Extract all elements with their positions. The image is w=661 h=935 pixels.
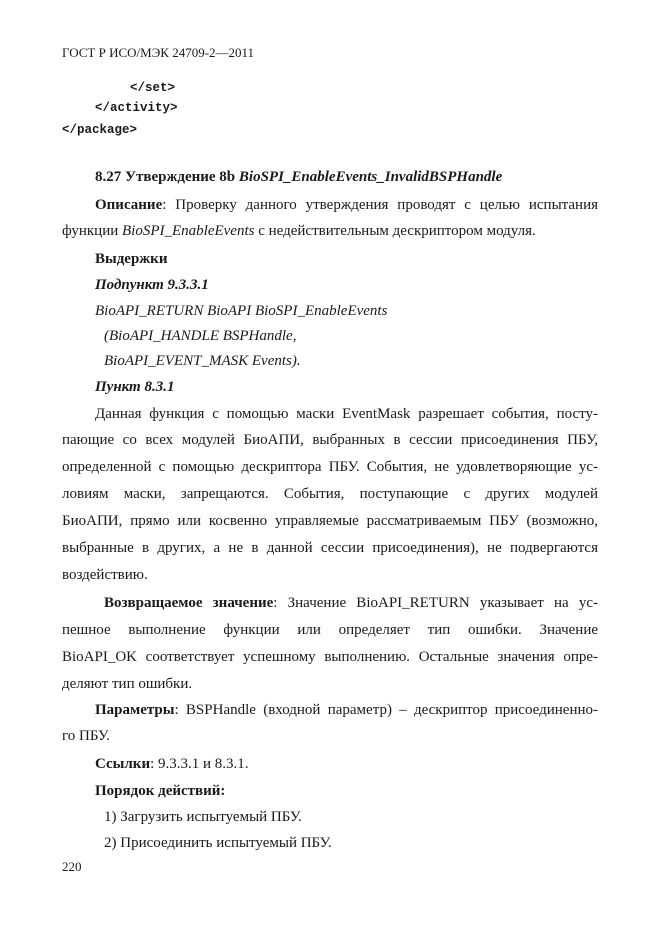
body-line: БиоАПИ, прямо или косвенно управляемые рассматриваемым ПБУ (возможно,	[62, 513, 598, 529]
description-line	[62, 222, 536, 240]
subclause-label: Подпункт 9.3.3.1	[95, 277, 209, 293]
body-line: ловиям маски, запрещаются. События, поступающие с других модулей	[62, 486, 598, 502]
section-heading-name: BioSPI_EnableEvents_InvalidBSPHandle	[238, 169, 503, 185]
description-text: с недействительным дескриптором модуля.	[254, 223, 536, 239]
function-name: BioSPI_EnableEvents	[122, 223, 255, 239]
references-label: Ссылки	[95, 756, 151, 772]
return-value-text: : Значение BioAPI_RETURN указывает на ус-	[273, 595, 598, 611]
procedure-label: Порядок действий:	[95, 783, 226, 799]
description-line	[95, 196, 598, 214]
signature-line: (BioAPI_HANDLE BSPHandle,	[104, 328, 297, 344]
body-line: пающие со всех модулей БиоАПИ, выбранных в сессии присоединения ПБУ,	[62, 432, 598, 448]
section-heading-prefix: 8.27 Утверждение 8b	[95, 169, 239, 185]
body-line: выбранные в других, а не в данной сессии присоединения), не подвергаются	[62, 540, 598, 556]
return-value-label: Возвращаемое значение	[104, 595, 274, 611]
section-heading	[95, 168, 502, 186]
return-value-line: BioAPI_OK соответствует успешному выполнению. Остальные значения опре-	[62, 649, 598, 665]
references-text: : 9.3.3.1 и 8.3.1.	[150, 756, 249, 772]
return-value-line: деляют тип ошибки.	[62, 676, 193, 692]
body-line: Данная функция с помощью маски EventMask разрешает события, посту-	[95, 406, 598, 422]
page-number: 220	[62, 859, 82, 874]
code-line: </activity>	[95, 101, 178, 115]
body-line: определенной с помощью дескриптора ПБУ. События, не удовлетворяющие ус-	[62, 459, 598, 475]
excerpts-label: Выдержки	[95, 251, 168, 267]
code-line: </package>	[62, 123, 138, 137]
signature-line: BioAPI_RETURN BioAPI BioSPI_EnableEvents	[95, 303, 388, 319]
description-text: функции	[62, 223, 122, 239]
parameters-label: Параметры	[95, 702, 175, 718]
procedure-step: 2) Присоединить испытуемый ПБУ.	[104, 835, 332, 851]
procedure-step: 1) Загрузить испытуемый ПБУ.	[104, 809, 302, 825]
clause-label: Пункт 8.3.1	[95, 379, 175, 395]
running-header: ГОСТ Р ИСО/МЭК 24709-2—2011	[62, 45, 255, 60]
references-line	[95, 755, 249, 773]
description-label: Описание	[95, 197, 163, 213]
body-line: воздействию.	[62, 567, 148, 583]
return-value-line: пешное выполнение функции или определяет тип ошибки. Значение	[62, 622, 598, 638]
description-text: : Проверку данного утверждения проводят с целью испытания	[162, 197, 598, 213]
parameters-line	[95, 701, 598, 719]
code-line: </set>	[130, 81, 176, 95]
parameters-line: го ПБУ.	[62, 728, 110, 744]
return-value-line	[104, 594, 598, 612]
parameters-text: : BSPHandle (входной параметр) – дескриптор присоединенно-	[174, 702, 598, 718]
signature-line: BioAPI_EVENT_MASK Events).	[104, 353, 301, 369]
